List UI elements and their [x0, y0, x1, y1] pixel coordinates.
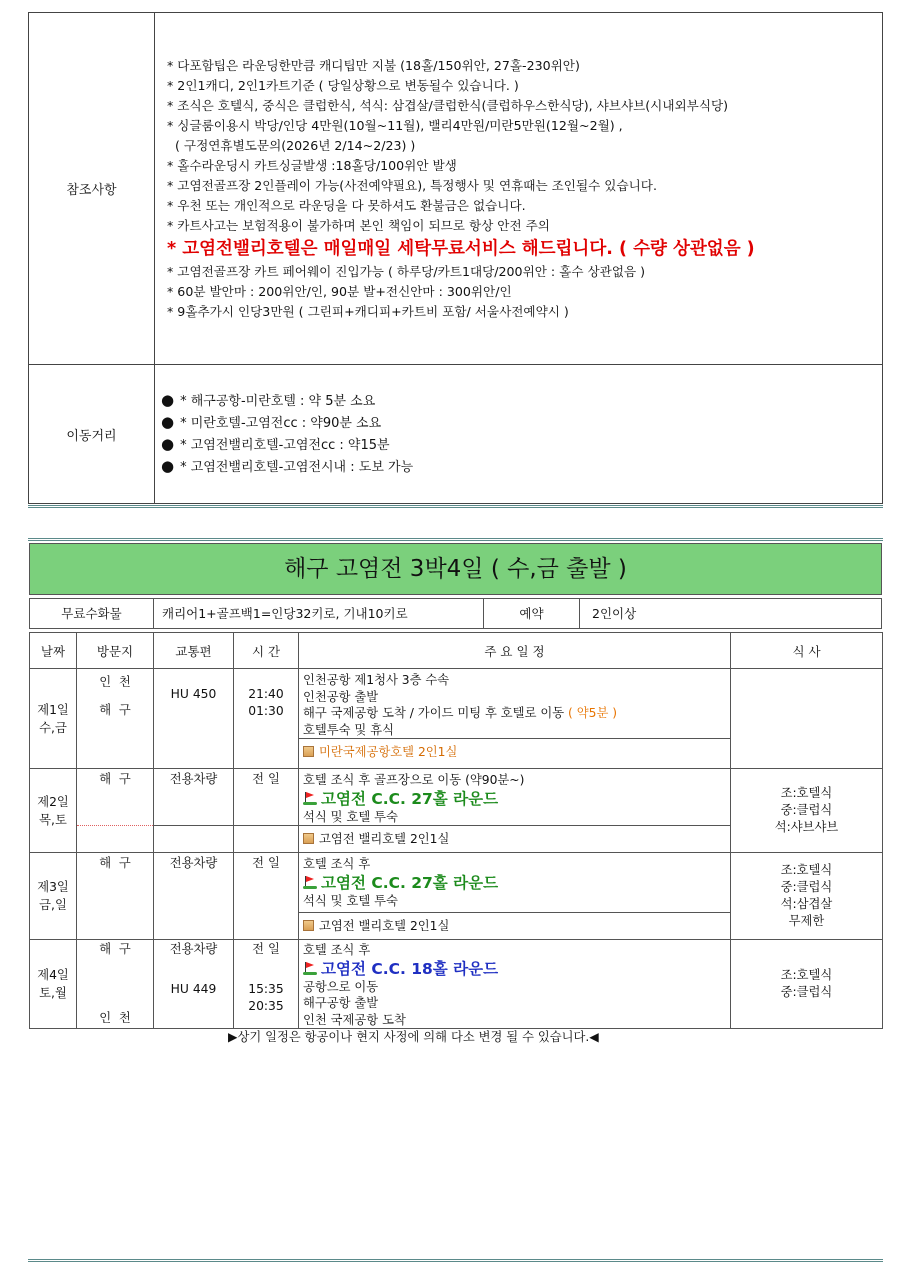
- itinerary-line: 공항으로 이동: [303, 979, 379, 994]
- itinerary-line: 호텔 조식 후: [303, 857, 371, 871]
- header-time: 시 간: [234, 633, 299, 669]
- header-itinerary: 주 요 일 정: [299, 633, 731, 669]
- itinerary-line: 호텔투숙 및 휴식: [303, 722, 394, 737]
- bullet-icon: ●: [161, 413, 175, 431]
- meal-item: 조:호텔식: [780, 863, 833, 877]
- header-place: 방문지: [77, 633, 154, 669]
- time-value: 21:40: [248, 687, 284, 701]
- day4-transport: [154, 940, 234, 1029]
- note-line: * 고염전골프장 카트 페어웨이 진입가능 ( 하루당/카트1대당/200위안 : 홀수 상관없음 ): [167, 263, 646, 279]
- baggage-label: 무료수화물: [30, 599, 154, 628]
- bullet-icon: ●: [161, 435, 175, 453]
- itinerary-line: 호텔 조식 후: [303, 943, 371, 957]
- day1-meal: [731, 669, 883, 769]
- header-transport: 교통편: [154, 633, 234, 669]
- itinerary-line: 석식 및 호텔 투숙: [303, 809, 398, 824]
- golf-round-text: 고염전 C.C. 27홀 라운드: [321, 873, 499, 892]
- itinerary-line: 해구공항 출발: [303, 996, 379, 1010]
- distance-item: [161, 456, 882, 478]
- golf-flag-icon: [303, 961, 317, 975]
- baggage-value: 캐리어1+골프백1=인당32키로, 기내10키로: [154, 599, 484, 628]
- meal-item: 중:클럽식: [780, 880, 833, 894]
- schedule-footnote: ▶상기 일정은 항공이나 현지 사정에 의해 다소 변경 될 수 있습니다.◀: [228, 1030, 599, 1044]
- distance-text: * 미란호텔-고염전cc : 약90분 소요: [180, 416, 382, 431]
- day2-time-empty: [234, 826, 299, 853]
- laundry-highlight: * 고염전밸리호텔은 매일매일 세탁무료서비스 해드립니다. ( 수량 상관없음 ): [167, 238, 755, 259]
- day2-place: 해 구: [77, 769, 154, 826]
- day4-itinerary: [299, 940, 731, 1029]
- day2-transport-empty: [154, 826, 234, 853]
- info-bar: [29, 598, 882, 629]
- hotel-icon: [303, 833, 314, 844]
- distance-item: [161, 412, 882, 434]
- day4-date: [30, 940, 77, 1029]
- golf-round-text: 고염전 C.C. 18홀 라운드: [321, 959, 499, 978]
- notes-label: 참조사항: [29, 13, 155, 365]
- day1-place: [77, 669, 154, 769]
- day2-place-empty: [77, 826, 154, 853]
- golf-round: [303, 789, 730, 809]
- hotel-icon: [303, 746, 314, 757]
- bottom-rule: [28, 1259, 883, 1262]
- distance-content: [155, 365, 883, 504]
- golf-flag-icon: [303, 791, 317, 805]
- golf-round: [303, 873, 730, 893]
- booking-value: 2인이상: [592, 606, 637, 621]
- day3-place: 해 구: [77, 853, 154, 940]
- day3-time: 전 일: [234, 853, 299, 940]
- meal-item: 조:호텔식: [780, 786, 833, 800]
- distance-item: [161, 434, 882, 456]
- bullet-icon: ●: [161, 391, 175, 409]
- notes-table: [28, 12, 883, 504]
- place-name: 해 구: [99, 942, 131, 956]
- note-line: * 9홀추가시 인당3만원 ( 그린피+캐디피+카트비 포함/ 서울사전예약시 ): [167, 303, 569, 319]
- distance-text: * 고염전밸리호텔-고염전cc : 약15분: [180, 438, 390, 453]
- itinerary-line: 인천공항 제1청사 3층 수속: [303, 673, 450, 687]
- day-weekdays: 토,월: [39, 986, 67, 1000]
- hotel-name: 고염전 밸리호텔 2인1실: [319, 919, 450, 933]
- day1-time: [234, 669, 299, 769]
- meal-item: 중:클럽식: [780, 985, 833, 999]
- distance-text: * 고염전밸리호텔-고염전시내 : 도보 가능: [180, 460, 414, 475]
- day4-row: [30, 940, 883, 1029]
- day-number: 제3일: [37, 880, 69, 894]
- time-value: 15:35: [248, 982, 284, 996]
- itinerary-line: 인천공항 출발: [303, 689, 379, 704]
- day-weekdays: 수,금: [39, 720, 67, 735]
- place-name: 인 천: [99, 1011, 131, 1025]
- schedule-title: 해구 고염전 3박4일 ( 수,금 출발 ): [29, 543, 882, 595]
- hotel-icon: [303, 920, 314, 931]
- meal-item: 석:샤브샤브: [774, 820, 839, 834]
- day4-time: [234, 940, 299, 1029]
- day1-transport: HU 450: [154, 669, 234, 769]
- day1-itinerary: [299, 669, 731, 739]
- note-line: * 카트사고는 보험적용이 불가하며 본인 책임이 되므로 항상 안전 주의: [167, 217, 550, 233]
- meal-item: 석:삼겹살: [780, 897, 833, 911]
- meal-item: 중:클럽식: [780, 803, 833, 817]
- note-line: ( 구정연휴별도문의(2026년 2/14~2/23) ): [167, 137, 416, 153]
- itinerary-text: 해구 국제공항 도착 / 가이드 미팅 후 호텔로 이동: [303, 706, 569, 720]
- day1-date: [30, 669, 77, 769]
- day-weekdays: 목,토: [39, 812, 67, 827]
- note-line: * 우천 또는 개인적으로 라운딩을 다 못하셔도 환불금은 없습니다.: [167, 197, 526, 213]
- note-line: * 조식은 호텔식, 중식은 클럽한식, 석식: 삼겹살/클럽한식(클럽하우스한식당), 샤브샤브(시내외부식당): [167, 97, 729, 113]
- day2-itinerary: [299, 769, 731, 826]
- itinerary-line: 석식 및 호텔 투숙: [303, 893, 398, 908]
- meal-item: 조:호텔식: [780, 968, 833, 982]
- day2-row: [30, 769, 883, 826]
- time-value: 01:30: [248, 704, 284, 718]
- day-number: 제2일: [37, 794, 69, 809]
- day-number: 제1일: [37, 702, 69, 717]
- day2-meal: [731, 769, 883, 853]
- day3-meal: [731, 853, 883, 940]
- distance-text: * 해구공항-미란호텔 : 약 5분 소요: [180, 394, 376, 409]
- schedule-table: [29, 632, 883, 1029]
- day2-transport: 전용차량: [154, 769, 234, 826]
- note-line: * 홀수라운딩시 카트싱글발생 :18홀당/100위안 발생: [167, 157, 457, 173]
- day2-time: 전 일: [234, 769, 299, 826]
- day1-row: [30, 669, 883, 739]
- itinerary-line: 호텔 조식 후 골프장으로 이동 (약90분~): [303, 773, 525, 787]
- note-line: * 다포함팁은 라운딩한만큼 캐디팁만 지불 (18홀/150위안, 27홀-230위안): [167, 57, 580, 73]
- booking-label: 예약: [484, 599, 580, 628]
- itinerary-line: 인천 국제공항 도착: [303, 1012, 406, 1027]
- note-line: * 고염전골프장 2인플레이 가능(사전예약필요), 특정행사 및 연휴때는 조인될수 있습니다.: [167, 177, 657, 193]
- hotel-name: 고염전 밸리호텔 2인1실: [319, 832, 450, 846]
- header-row: [30, 633, 883, 669]
- day3-transport: 전용차량: [154, 853, 234, 940]
- note-line: * 2인1캐디, 2인1카트기준 ( 당일상황으로 변동될수 있습니다. ): [167, 77, 519, 93]
- itinerary-line: [303, 705, 730, 722]
- day4-place: [77, 940, 154, 1029]
- day2-date: [30, 769, 77, 853]
- day3-itinerary: [299, 853, 731, 913]
- bullet-icon: ●: [161, 457, 175, 475]
- flight-number: HU 449: [170, 982, 217, 996]
- divider-rule: [28, 505, 883, 508]
- notes-content: [155, 13, 883, 365]
- note-line: * 60분 발안마 : 200위안/인, 90분 발+전신안마 : 300위안/인: [167, 283, 512, 299]
- place-name: 인 천: [99, 675, 131, 689]
- hotel-name: 미란국제공항호텔 2인1실: [319, 745, 458, 759]
- day4-meal: [731, 940, 883, 1029]
- note-line: * 싱글룸이용시 박당/인당 4만원(10월~11월), 밸리4만원/미란5만원(12월~2월) ,: [167, 117, 623, 133]
- transport-value: 전용차량: [169, 942, 218, 956]
- golf-round: [303, 959, 730, 979]
- time-value: 전 일: [252, 942, 280, 956]
- meal-item: 무제한: [788, 914, 825, 928]
- distance-item: [161, 390, 882, 412]
- day3-row: [30, 853, 883, 913]
- day3-hotel: [299, 913, 731, 940]
- day1-hotel: [299, 739, 731, 769]
- place-name: 해 구: [99, 703, 131, 717]
- distance-label: 이동거리: [29, 365, 155, 504]
- time-value: 20:35: [248, 999, 284, 1013]
- golf-round-text: 고염전 C.C. 27홀 라운드: [321, 789, 499, 808]
- golf-flag-icon: [303, 875, 317, 889]
- header-meal: 식 사: [731, 633, 883, 669]
- day-number: 제4일: [37, 968, 69, 982]
- day2-hotel: [299, 826, 731, 853]
- day3-date: [30, 853, 77, 940]
- header-date: 날짜: [30, 633, 77, 669]
- transfer-time-note: ( 약5분 ): [568, 706, 618, 720]
- day-weekdays: 금,일: [39, 898, 67, 912]
- divider-rule: [28, 538, 883, 541]
